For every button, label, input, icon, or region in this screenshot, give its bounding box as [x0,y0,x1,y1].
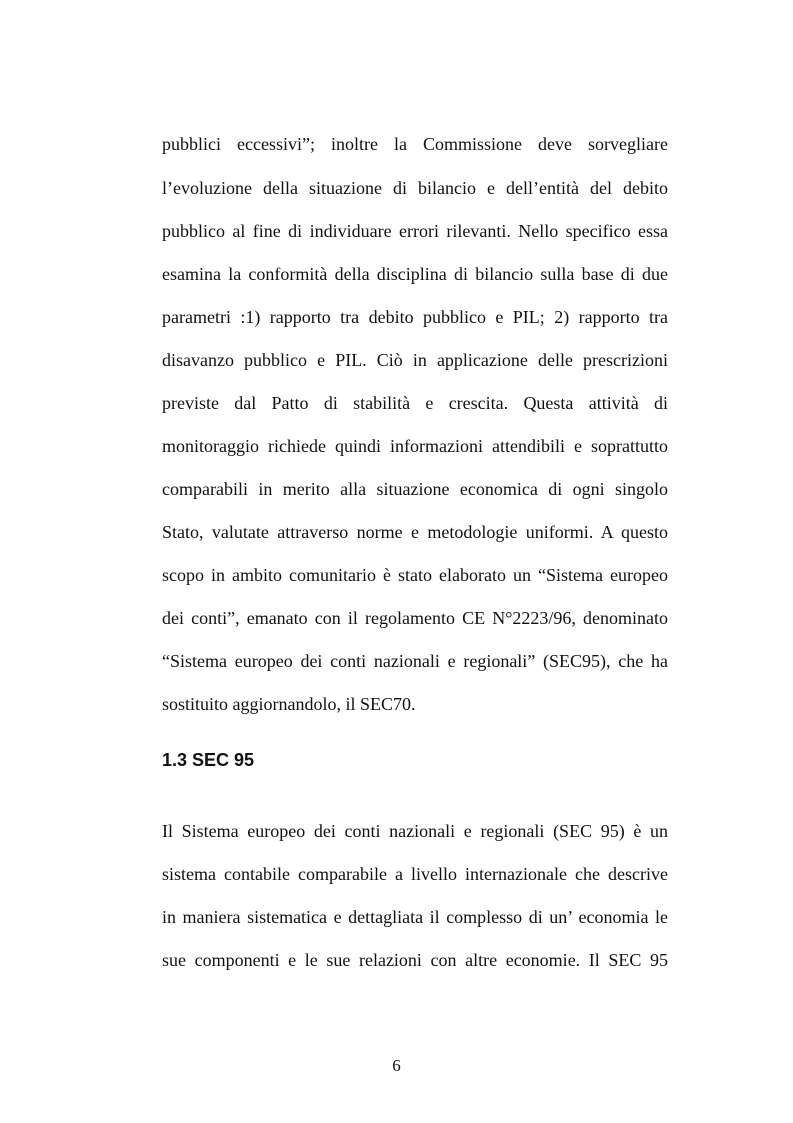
text-line: sostituito aggiornandolo, il SEC70. [162,694,416,714]
text-line: Il Sistema europeo dei conti nazionali e regionali (SEC 95) è un [162,821,668,841]
text-line: in maniera sistematica e dettagliata il complesso di un’ economia le [162,907,668,927]
text-line: disavanzo pubblico e PIL. Ciò in applicazione delle prescrizioni [162,350,668,370]
text-line: l’evoluzione della situazione di bilancio e dell’entità del debito [162,178,668,198]
text-line: scopo in ambito comunitario è stato elaborato un “Sistema europeo [162,565,668,585]
text-line: monitoraggio richiede quindi informazioni attendibili e soprattutto [162,436,668,456]
text-line: “Sistema europeo dei conti nazionali e regionali” (SEC95), che ha [162,651,668,671]
text-line: previste dal Patto di stabilità e crescita. Questa attività di [162,393,668,413]
text-line: parametri :1) rapporto tra debito pubblico e PIL; 2) rapporto tra [162,307,668,327]
text-line: dei conti”, emanato con il regolamento CE N°2223/96, denominato [162,608,668,628]
text-line: comparabili in merito alla situazione economica di ogni singolo [162,479,668,499]
text-line: pubblici eccessivi”; inoltre la Commissione deve sorvegliare [162,134,668,154]
text-line: sue componenti e le sue relazioni con altre economie. Il SEC 95 [162,950,668,970]
text-line: pubblico al fine di individuare errori rilevanti. Nello specifico essa [162,221,668,241]
section-heading: 1.3 SEC 95 [162,750,255,770]
text-line: esamina la conformità della disciplina di bilancio sulla base di due [162,264,668,284]
text-line: Stato, valutate attraverso norme e metodologie uniformi. A questo [162,522,668,542]
text-line: sistema contabile comparabile a livello internazionale che descrive [162,864,668,884]
page-number: 6 [392,1056,401,1075]
